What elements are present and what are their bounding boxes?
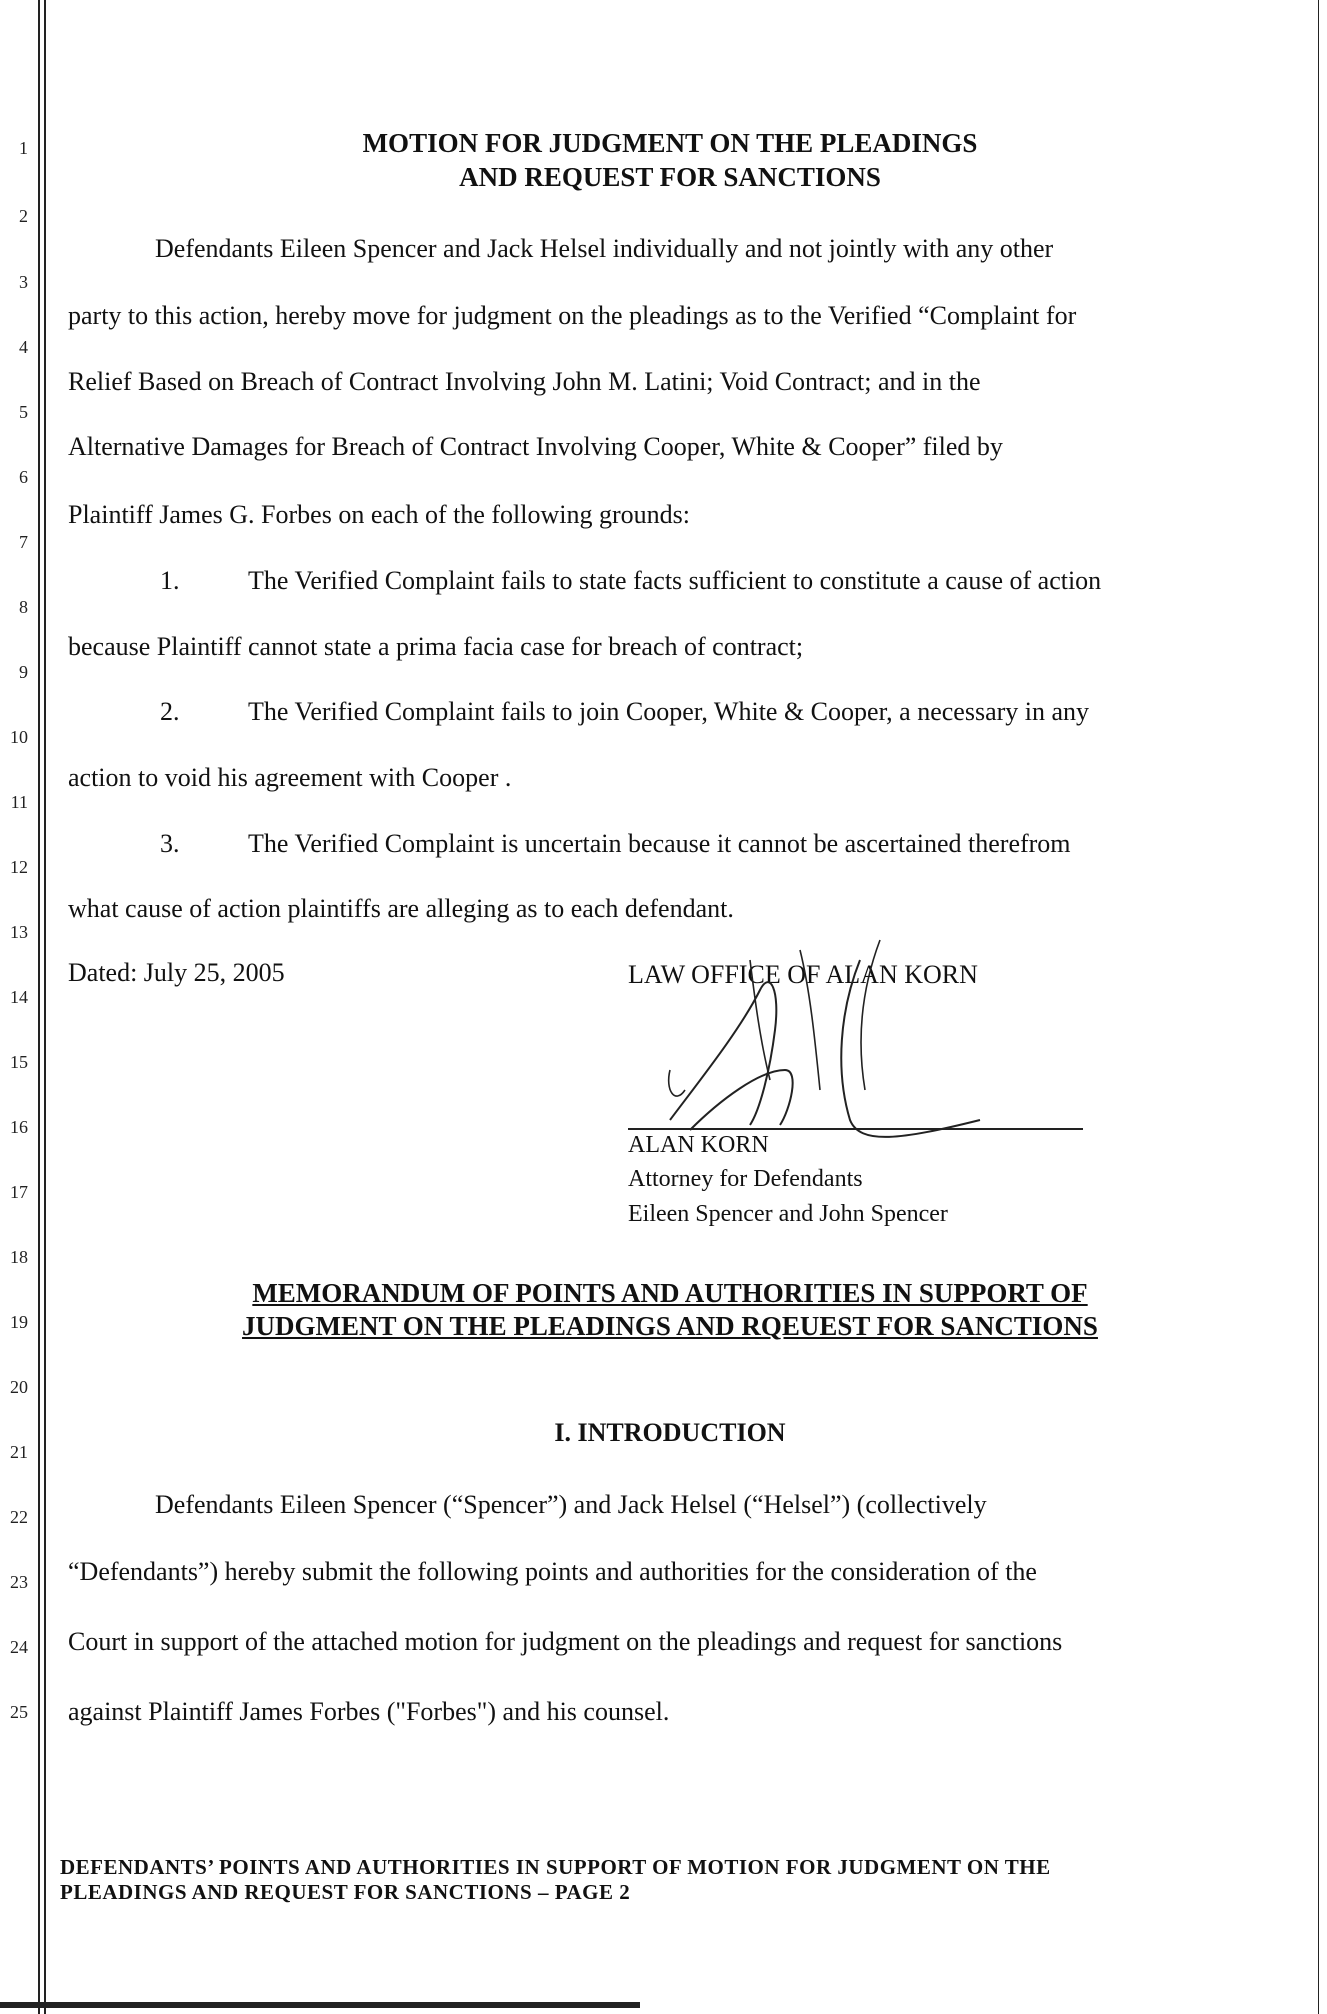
intro-line: Relief Based on Breach of Contract Involving John M. Latini; Void Contract; and in the: [68, 367, 981, 396]
line-number: 5: [19, 402, 28, 422]
line-number: 4: [19, 337, 28, 357]
intro-line: Plaintiff James G. Forbes on each of the following grounds:: [68, 500, 690, 529]
left-margin-rule: [38, 0, 40, 2014]
ground-item: [160, 566, 1327, 596]
line-number: 11: [10, 792, 28, 812]
line-number: 2: [19, 206, 28, 226]
signer-role: Attorney for Defendants: [628, 1166, 863, 1192]
line-number: 10: [10, 727, 28, 747]
memo-body-line: “Defendants”) hereby submit the following points and authorities for the consideration of the: [68, 1557, 1037, 1586]
right-margin-rule: [1318, 0, 1319, 2014]
dated-line: Dated: July 25, 2005: [68, 958, 285, 987]
memorandum-title-line: MEMORANDUM OF POINTS AND AUTHORITIES IN SUPPORT OF: [252, 1278, 1088, 1308]
line-number: 3: [19, 272, 28, 292]
line-number: 20: [10, 1377, 28, 1397]
ground-item: [160, 697, 1327, 727]
ground-text: The Verified Complaint is uncertain because it cannot be ascertained therefrom: [248, 829, 1071, 858]
motion-title: [240, 126, 1100, 194]
line-number: 12: [10, 857, 28, 877]
line-number: 13: [10, 922, 28, 942]
intro-line: party to this action, hereby move for judgment on the pleadings as to the Verified “Complaint for: [68, 301, 1077, 330]
line-number: 8: [19, 597, 28, 617]
line-number: 22: [10, 1507, 28, 1527]
footer-line: PLEADINGS AND REQUEST FOR SANCTIONS – PAGE 2: [60, 1880, 631, 1904]
memorandum-title-line: JUDGMENT ON THE PLEADINGS AND RQEUEST FOR SANCTIONS: [242, 1311, 1098, 1341]
line-number: 24: [10, 1637, 28, 1657]
memorandum-title: [150, 1277, 1190, 1343]
line-number: 18: [10, 1247, 28, 1267]
left-margin-rule-inner: [44, 0, 46, 2014]
memo-body-line: against Plaintiff James Forbes ("Forbes") and his counsel.: [68, 1697, 670, 1726]
law-firm-name: LAW OFFICE OF ALAN KORN: [628, 960, 978, 989]
intro-line: Alternative Damages for Breach of Contract Involving Cooper, White & Cooper” filed by: [68, 432, 1003, 461]
ground-text: The Verified Complaint fails to state facts sufficient to constitute a cause of action: [248, 566, 1102, 595]
section-heading: I. INTRODUCTION: [554, 1418, 786, 1447]
line-number: 6: [19, 467, 28, 487]
line-number: 21: [10, 1442, 28, 1462]
line-number: 7: [19, 532, 28, 552]
line-number: 1: [19, 138, 28, 158]
ground-text-continued: because Plaintiff cannot state a prima facia case for breach of contract;: [68, 632, 804, 661]
scan-edge-bar: [0, 2002, 640, 2008]
memo-body-line: Defendants Eileen Spencer (“Spencer”) and Jack Helsel (“Helsel”) (collectively: [155, 1490, 987, 1519]
handwritten-signature: [610, 920, 990, 1160]
line-number: 23: [10, 1572, 28, 1592]
line-number: 19: [10, 1312, 28, 1332]
ground-number: 3.: [160, 829, 180, 858]
motion-title-line: AND REQUEST FOR SANCTIONS: [459, 162, 881, 192]
ground-number: 2.: [160, 697, 180, 726]
page-footer: [60, 1855, 1051, 1905]
signer-clients: Eileen Spencer and John Spencer: [628, 1201, 948, 1227]
signature-line: [628, 1128, 1083, 1130]
ground-text: The Verified Complaint fails to join Cooper, White & Cooper, a necessary in any: [248, 697, 1090, 726]
footer-line: DEFENDANTS’ POINTS AND AUTHORITIES IN SUPPORT OF MOTION FOR JUDGMENT ON THE: [60, 1855, 1051, 1879]
line-number: 15: [10, 1052, 28, 1072]
line-number: 16: [10, 1117, 28, 1137]
memo-body-line: Court in support of the attached motion for judgment on the pleadings and request for sanctions: [68, 1627, 1063, 1656]
ground-text-continued: action to void his agreement with Cooper .: [68, 763, 512, 792]
line-number: 17: [10, 1182, 28, 1202]
line-number: 14: [10, 987, 28, 1007]
motion-title-line: MOTION FOR JUDGMENT ON THE PLEADINGS: [362, 128, 978, 158]
intro-line: Defendants Eileen Spencer and Jack Helsel individually and not jointly with any other: [155, 234, 1054, 263]
ground-text-continued: what cause of action plaintiffs are alleging as to each defendant.: [68, 894, 734, 923]
signer-name: ALAN KORN: [628, 1132, 769, 1158]
ground-number: 1.: [160, 566, 180, 595]
line-number: 9: [19, 662, 28, 682]
line-number: 25: [10, 1702, 28, 1722]
ground-item: [160, 829, 1327, 859]
